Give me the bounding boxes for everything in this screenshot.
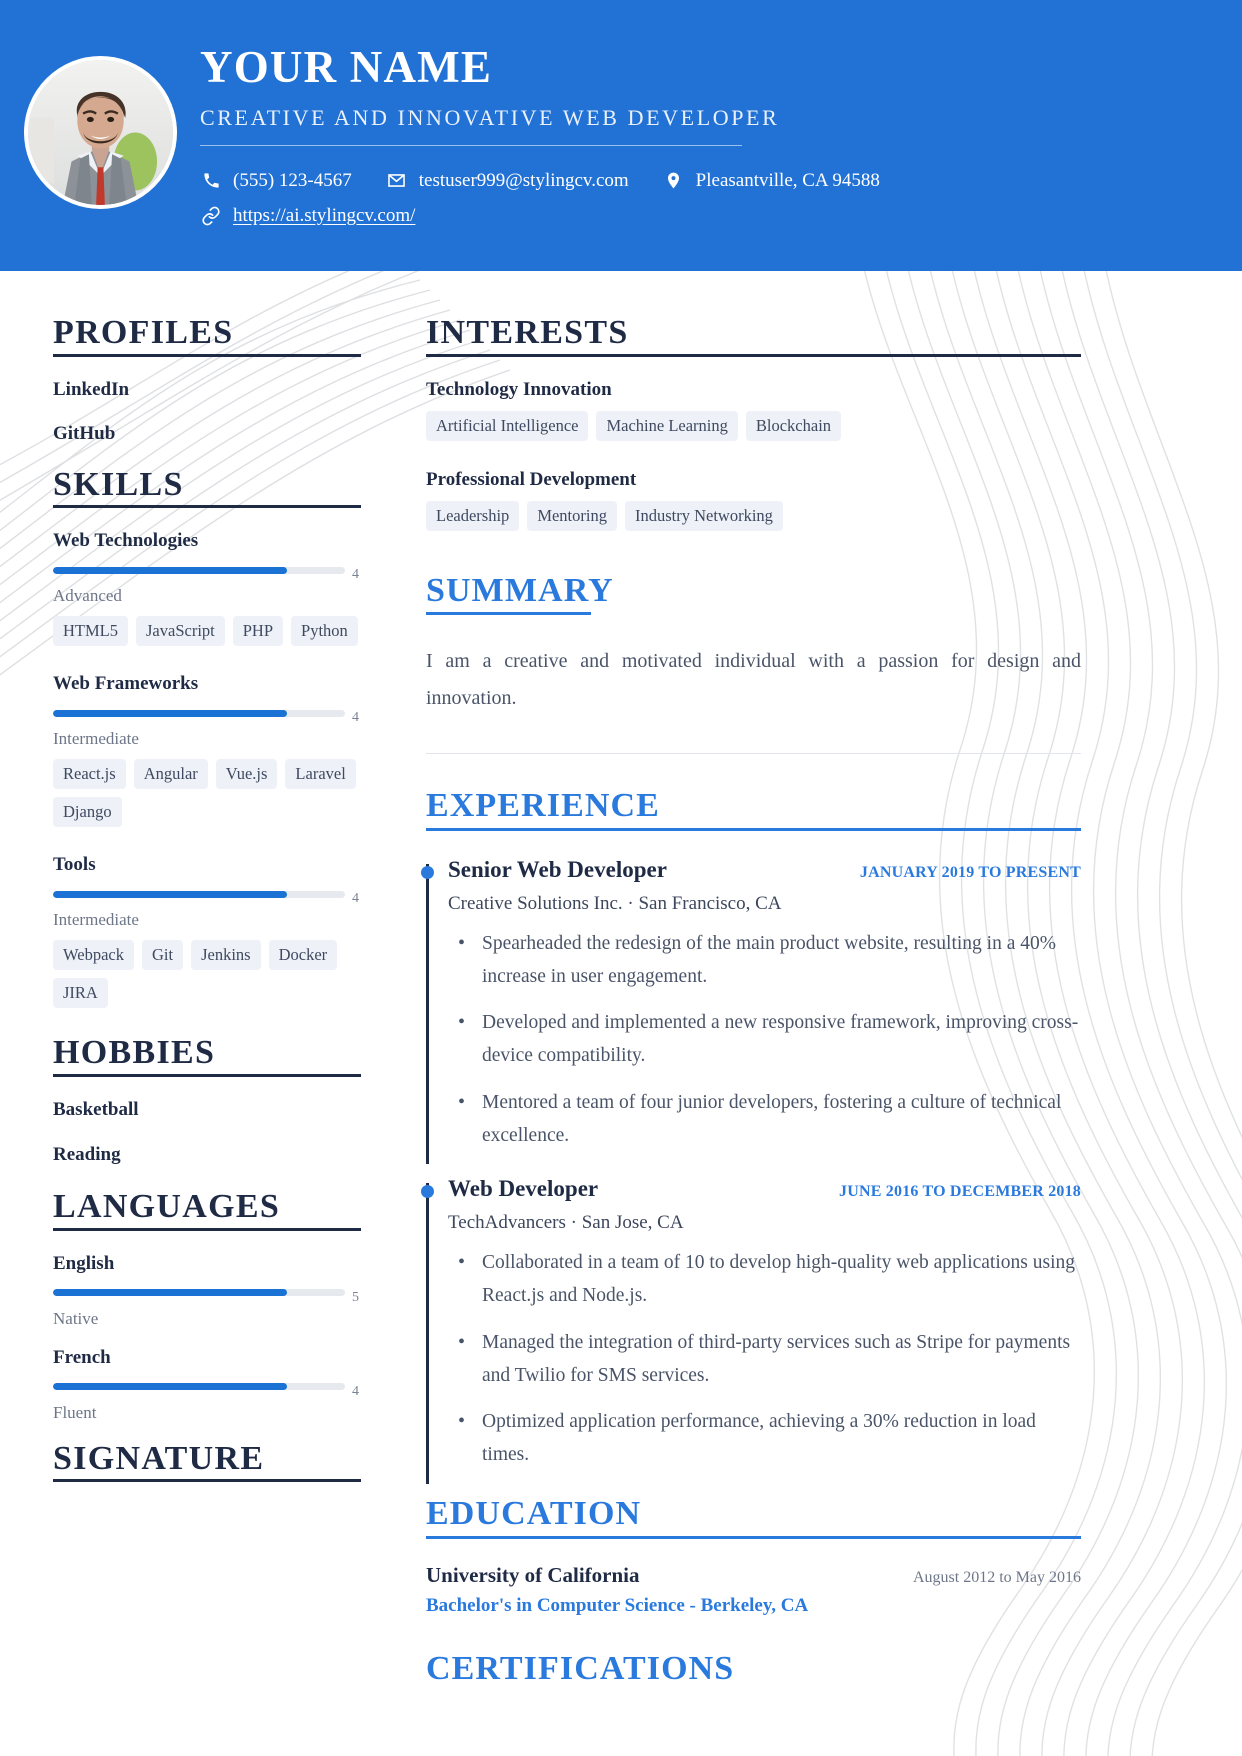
contact-website[interactable] (200, 205, 415, 227)
experience-item (426, 857, 1081, 1177)
education-header (426, 1563, 1081, 1588)
experience-header (448, 857, 1081, 883)
experience-rule (426, 828, 1081, 831)
page-title: YOUR NAME (200, 42, 493, 92)
bullet-item: • Collaborated in a team of 10 to develop high-quality web applications using React.js and Node.js. (448, 1247, 1081, 1313)
contact-location (663, 170, 880, 192)
link-icon (200, 205, 222, 227)
skill-rating-value: 4 (352, 567, 359, 583)
skill-name: Tools (53, 854, 96, 876)
keyword-chip: Vue.js (216, 759, 278, 789)
language-rating-row (53, 1380, 380, 1399)
language-level: Native (53, 1308, 99, 1328)
avatar-wrap (0, 38, 200, 209)
skill-bar-track (53, 891, 345, 898)
skill-rating-value: 4 (352, 710, 359, 726)
interest-group-technology-innovation (426, 379, 1081, 449)
interest-group-title: Professional Development (426, 468, 637, 490)
keyword-chip: Machine Learning (596, 411, 737, 441)
bullet-item: • Mentored a team of four junior developers, fostering a culture of technical excellence. (448, 1087, 1081, 1153)
skill-bar-fill (53, 567, 287, 574)
interests-rule (426, 354, 1081, 357)
languages-heading: LANGUAGES (53, 1188, 281, 1226)
main-column (380, 271, 1242, 1686)
contact-phone-text: (555) 123-4567 (233, 169, 352, 191)
skill-bar-fill (53, 710, 287, 717)
language-bar-track (53, 1383, 345, 1390)
skill-web-frameworks (53, 673, 380, 835)
keyword-chip: HTML5 (53, 616, 128, 646)
experience-date: JUNE 2016 TO DECEMBER 2018 (839, 1183, 1081, 1201)
education-degree: Bachelor's in Computer Science - Berkeley, CA (426, 1594, 809, 1616)
skill-level: Intermediate (53, 729, 139, 749)
section-hobbies (53, 1035, 380, 1166)
section-interests (426, 315, 1081, 539)
profiles-heading: PROFILES (53, 314, 234, 351)
education-item (426, 1563, 1081, 1617)
sidebar-column (0, 271, 380, 1686)
contact-row-secondary (200, 205, 914, 227)
keyword-chip: Laravel (285, 759, 355, 789)
envelope-icon (386, 170, 408, 192)
skill-rating-value: 4 (352, 891, 359, 907)
keyword-chip: PHP (233, 616, 283, 646)
experience-list (426, 857, 1081, 1496)
keyword-chip: Python (291, 616, 358, 646)
signature-rule (53, 1479, 361, 1482)
keyword-chip: Blockchain (746, 411, 841, 441)
interest-group-title: Technology Innovation (426, 378, 612, 400)
interest-group-professional-development (426, 469, 1081, 539)
section-experience (426, 788, 1081, 1496)
keyword-chip: Docker (269, 940, 338, 970)
title-divider (200, 145, 742, 146)
summary-rule (426, 612, 591, 615)
avatar (24, 56, 177, 209)
profile-item-github[interactable]: GitHub (53, 422, 116, 444)
resume-body (0, 271, 1242, 1686)
hobbies-rule (53, 1074, 361, 1077)
hobby-item-reading: Reading (53, 1144, 121, 1166)
skill-bar-track (53, 710, 345, 717)
avatar-photo (28, 60, 173, 205)
skill-keywords (53, 940, 380, 1016)
skills-heading: SKILLS (53, 465, 184, 503)
contact-row-primary (200, 170, 914, 192)
keyword-chip: JIRA (53, 978, 108, 1008)
skill-web-technologies (53, 530, 380, 654)
language-level: Fluent (53, 1402, 97, 1422)
certifications-heading: CERTIFICATIONS (426, 1649, 735, 1687)
keyword-chip: Artificial Intelligence (426, 411, 588, 441)
summary-divider (426, 753, 1081, 754)
contact-email[interactable] (386, 170, 629, 192)
keyword-chip: Mentoring (527, 501, 617, 531)
skill-bar-track (53, 567, 345, 574)
skill-rating-row (53, 563, 380, 583)
timeline-dot-icon (421, 866, 434, 879)
profile-item-linkedin[interactable]: LinkedIn (53, 378, 130, 400)
language-french (53, 1347, 380, 1423)
bullet-item: • Managed the integration of third-party services such as Stripe for payments and Twilio for SMS services. (448, 1327, 1081, 1393)
skill-name: Web Frameworks (53, 673, 199, 695)
skill-level: Advanced (53, 586, 122, 606)
keyword-chip: Angular (134, 759, 208, 789)
keyword-chip: Industry Networking (625, 501, 783, 531)
experience-item (426, 1176, 1081, 1496)
keyword-chip: Webpack (53, 940, 134, 970)
skill-rating-row (53, 706, 380, 726)
section-summary (426, 573, 1081, 754)
contact-phone[interactable] (200, 170, 352, 192)
skills-rule (53, 505, 361, 508)
experience-role: Senior Web Developer (448, 856, 667, 882)
section-profiles (53, 315, 380, 445)
bullet-item: • Spearheaded the redesign of the main product website, resulting in a 40% increase in user engagement. (448, 928, 1081, 994)
interest-keywords (426, 501, 1081, 539)
keyword-chip: React.js (53, 759, 126, 789)
timeline-line (426, 864, 429, 1165)
section-certifications (426, 1651, 1081, 1687)
section-education (426, 1496, 1081, 1617)
language-bar-track (53, 1289, 345, 1296)
language-bar-fill (53, 1289, 287, 1296)
section-signature (53, 1441, 380, 1483)
language-name: French (53, 1346, 111, 1368)
profiles-rule (53, 354, 361, 357)
skill-level: Intermediate (53, 910, 139, 930)
experience-organization: Creative Solutions Inc. · San Francisco, CA (448, 892, 782, 914)
education-rule (426, 1536, 1081, 1539)
summary-text: I am a creative and motivated individual with a passion for design and innovation. (426, 650, 1081, 709)
keyword-chip: Leadership (426, 501, 519, 531)
phone-icon (200, 170, 222, 192)
skill-rating-row (53, 887, 380, 907)
experience-header (448, 1176, 1081, 1202)
language-rating-value: 5 (352, 1289, 359, 1305)
skill-tools (53, 854, 380, 1016)
interests-heading: INTERESTS (426, 314, 629, 351)
header-main (200, 38, 914, 240)
education-date: August 2012 to May 2016 (913, 1568, 1081, 1586)
education-heading: EDUCATION (426, 1494, 642, 1532)
keyword-chip: Jenkins (191, 940, 261, 970)
contact-email-text: testuser999@stylingcv.com (418, 169, 629, 191)
timeline-dot-icon (421, 1185, 434, 1198)
contact-website-text[interactable]: https://ai.stylingcv.com/ (233, 204, 416, 226)
section-skills (53, 467, 380, 1017)
skill-keywords (53, 616, 380, 654)
experience-bullets (448, 928, 1081, 1153)
experience-heading: EXPERIENCE (426, 787, 660, 825)
bullet-item: • Developed and implemented a new responsive framework, improving cross-device compatibility. (448, 1007, 1081, 1073)
keyword-chip: Django (53, 797, 122, 827)
contact-location-text: Pleasantville, CA 94588 (695, 169, 880, 191)
language-name: English (53, 1252, 115, 1274)
keyword-chip: Git (142, 940, 183, 970)
skill-name: Web Technologies (53, 530, 199, 552)
bullet-item: • Optimized application performance, achieving a 30% reduction in load times. (448, 1406, 1081, 1472)
hobbies-heading: HOBBIES (53, 1034, 216, 1072)
education-school: University of California (426, 1562, 640, 1587)
job-title: CREATIVE AND INNOVATIVE WEB DEVELOPER (200, 104, 780, 130)
experience-organization: TechAdvancers · San Jose, CA (448, 1212, 684, 1234)
experience-bullets (448, 1247, 1081, 1472)
signature-heading: SIGNATURE (53, 1439, 265, 1477)
experience-role: Web Developer (448, 1176, 599, 1202)
summary-heading: SUMMARY (426, 571, 614, 609)
language-rating-value: 4 (352, 1383, 359, 1399)
resume-header (0, 0, 1242, 271)
skill-bar-fill (53, 891, 287, 898)
timeline-line (426, 1183, 429, 1484)
languages-rule (53, 1228, 361, 1231)
interest-keywords (426, 411, 1081, 449)
language-bar-fill (53, 1383, 287, 1390)
keyword-chip: JavaScript (136, 616, 225, 646)
hobby-item-basketball: Basketball (53, 1099, 139, 1121)
map-pin-icon (663, 170, 685, 192)
language-english (53, 1253, 380, 1329)
language-rating-row (53, 1286, 380, 1305)
section-languages (53, 1189, 380, 1423)
experience-date: JANUARY 2019 TO PRESENT (859, 863, 1081, 881)
skill-keywords (53, 759, 380, 835)
contact-info (200, 170, 914, 227)
